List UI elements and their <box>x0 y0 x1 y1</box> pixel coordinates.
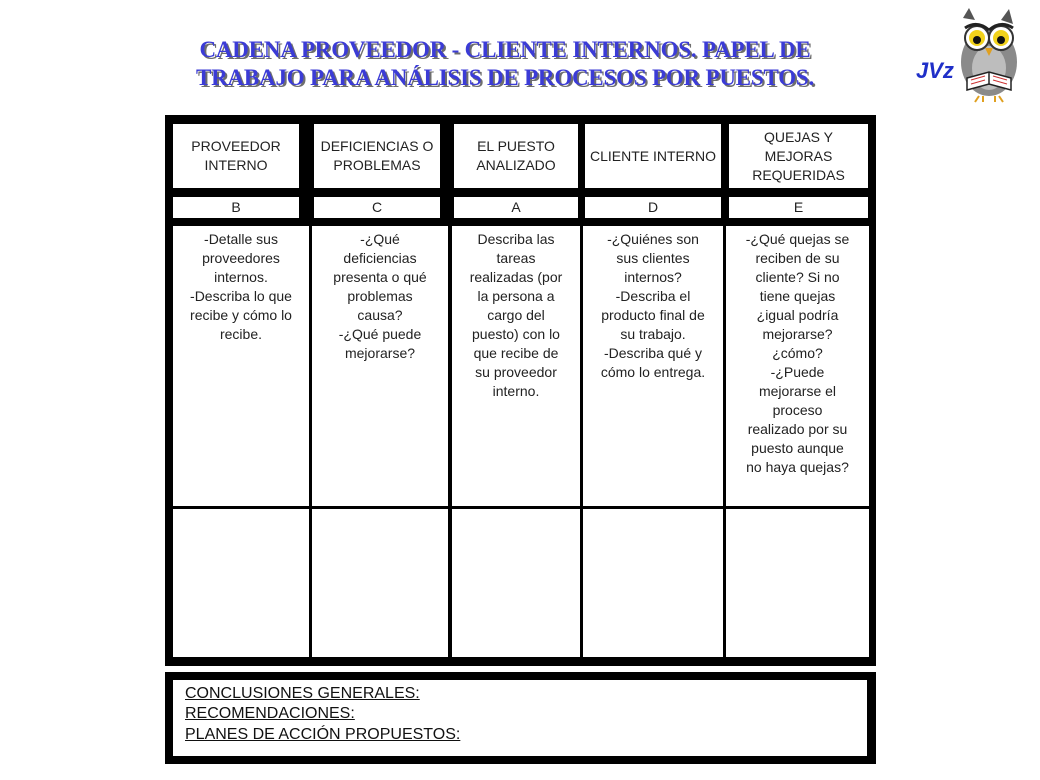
description-line: recibe. <box>219 326 263 342</box>
description-line: -¿Quiénes son <box>607 231 699 247</box>
description-line: -Detalle sus <box>204 231 278 247</box>
description-line: producto final de <box>601 307 705 323</box>
description-line: proveedores <box>202 250 280 266</box>
header-label: CLIENTE INTERNO <box>589 147 716 164</box>
description-line: -Describa lo que <box>190 288 292 304</box>
page-title-line-2: TRABAJO PARA ANÁLISIS DE PROCESOS POR PUESTOS. <box>195 65 815 90</box>
conclusions-general-label: CONCLUSIONES GENERALES: <box>185 685 420 702</box>
description-line: -¿Qué puede <box>338 326 422 342</box>
action-plans-label: PLANES DE ACCIÓN PROPUESTOS: <box>185 726 461 743</box>
header-label: PROVEEDOR INTERNO <box>191 138 281 173</box>
conclusions-inner <box>173 680 867 756</box>
description-line: puesto) con lo <box>472 326 560 342</box>
letter-cell: D <box>585 197 721 218</box>
header-cell-deficiencias <box>314 124 440 188</box>
description-line: interno. <box>492 383 540 399</box>
description-line: su proveedor <box>475 364 557 380</box>
header-cell-puesto <box>454 124 578 188</box>
description-cell-deficiencias <box>312 226 448 506</box>
header-label: DEFICIENCIAS O PROBLEMAS <box>320 138 434 173</box>
recommendations-label: RECOMENDACIONES: <box>185 705 355 722</box>
description-line: mejorarse? <box>344 345 416 361</box>
header-cell-proveedor <box>173 124 299 188</box>
description-line: causa? <box>357 307 403 323</box>
letter-cell: C <box>314 197 440 218</box>
description-line: mejorarse? <box>762 326 833 342</box>
description-line: presenta o qué <box>333 269 427 285</box>
owl-reading-book-icon <box>905 4 1035 104</box>
header-label: QUEJAS Y MEJORAS REQUERIDAS <box>752 128 845 183</box>
description-cell-cliente <box>583 226 723 506</box>
description-line: tiene quejas <box>759 288 836 304</box>
description-line: ¿igual podría <box>756 307 839 323</box>
description-line: tareas <box>496 250 536 266</box>
header-cell-cliente <box>585 124 721 188</box>
description-line: -¿Puede <box>770 364 825 380</box>
letter-cell: B <box>173 197 299 218</box>
header-label: EL PUESTO ANALIZADO <box>476 138 556 173</box>
logo-text: JVz <box>916 58 954 83</box>
description-cell-quejas <box>726 226 869 506</box>
description-line: cargo del <box>487 307 545 323</box>
description-line: proceso <box>772 402 823 418</box>
description-cell-proveedor <box>173 226 309 506</box>
conclusions-box <box>165 672 876 764</box>
empty-cell <box>726 509 869 657</box>
empty-cell <box>583 509 723 657</box>
description-line: mejorarse el <box>758 383 837 399</box>
description-line: cliente? Si no <box>755 269 840 285</box>
description-line: -¿Qué <box>360 231 400 247</box>
description-line: -¿Qué quejas se <box>745 231 850 247</box>
analysis-table <box>165 115 876 666</box>
header-cell-quejas <box>729 124 868 188</box>
description-line: -Describa el <box>615 288 691 304</box>
page-title <box>150 36 860 92</box>
empty-cell <box>312 509 448 657</box>
letter-cell: E <box>729 197 868 218</box>
description-line: puesto aunque <box>751 440 844 456</box>
description-line: realizado por su <box>747 421 848 437</box>
description-line: -Describa qué y <box>603 345 703 361</box>
description-line: problemas <box>347 288 413 304</box>
description-line: su trabajo. <box>620 326 686 342</box>
description-line: cómo lo entrega. <box>600 364 706 380</box>
description-line: recibe y cómo lo <box>190 307 292 323</box>
description-line: sus clientes <box>616 250 690 266</box>
description-line: no haya quejas? <box>746 459 849 475</box>
page-title-line-1: CADENA PROVEEDOR - CLIENTE INTERNOS. PAPEL DE <box>199 37 811 62</box>
description-line: ¿cómo? <box>772 345 823 361</box>
description-line: reciben de su <box>755 250 840 266</box>
description-line: internos. <box>214 269 268 285</box>
description-line: la persona a <box>477 288 555 304</box>
description-line: internos? <box>624 269 682 285</box>
description-line: realizadas (por <box>469 269 563 285</box>
description-line: que recibe de <box>473 345 559 361</box>
empty-cell <box>452 509 580 657</box>
description-cell-puesto <box>452 226 580 506</box>
description-line: Describa las <box>477 231 555 247</box>
description-line: deficiencias <box>343 250 417 266</box>
empty-cell <box>173 509 309 657</box>
letter-cell: A <box>454 197 578 218</box>
